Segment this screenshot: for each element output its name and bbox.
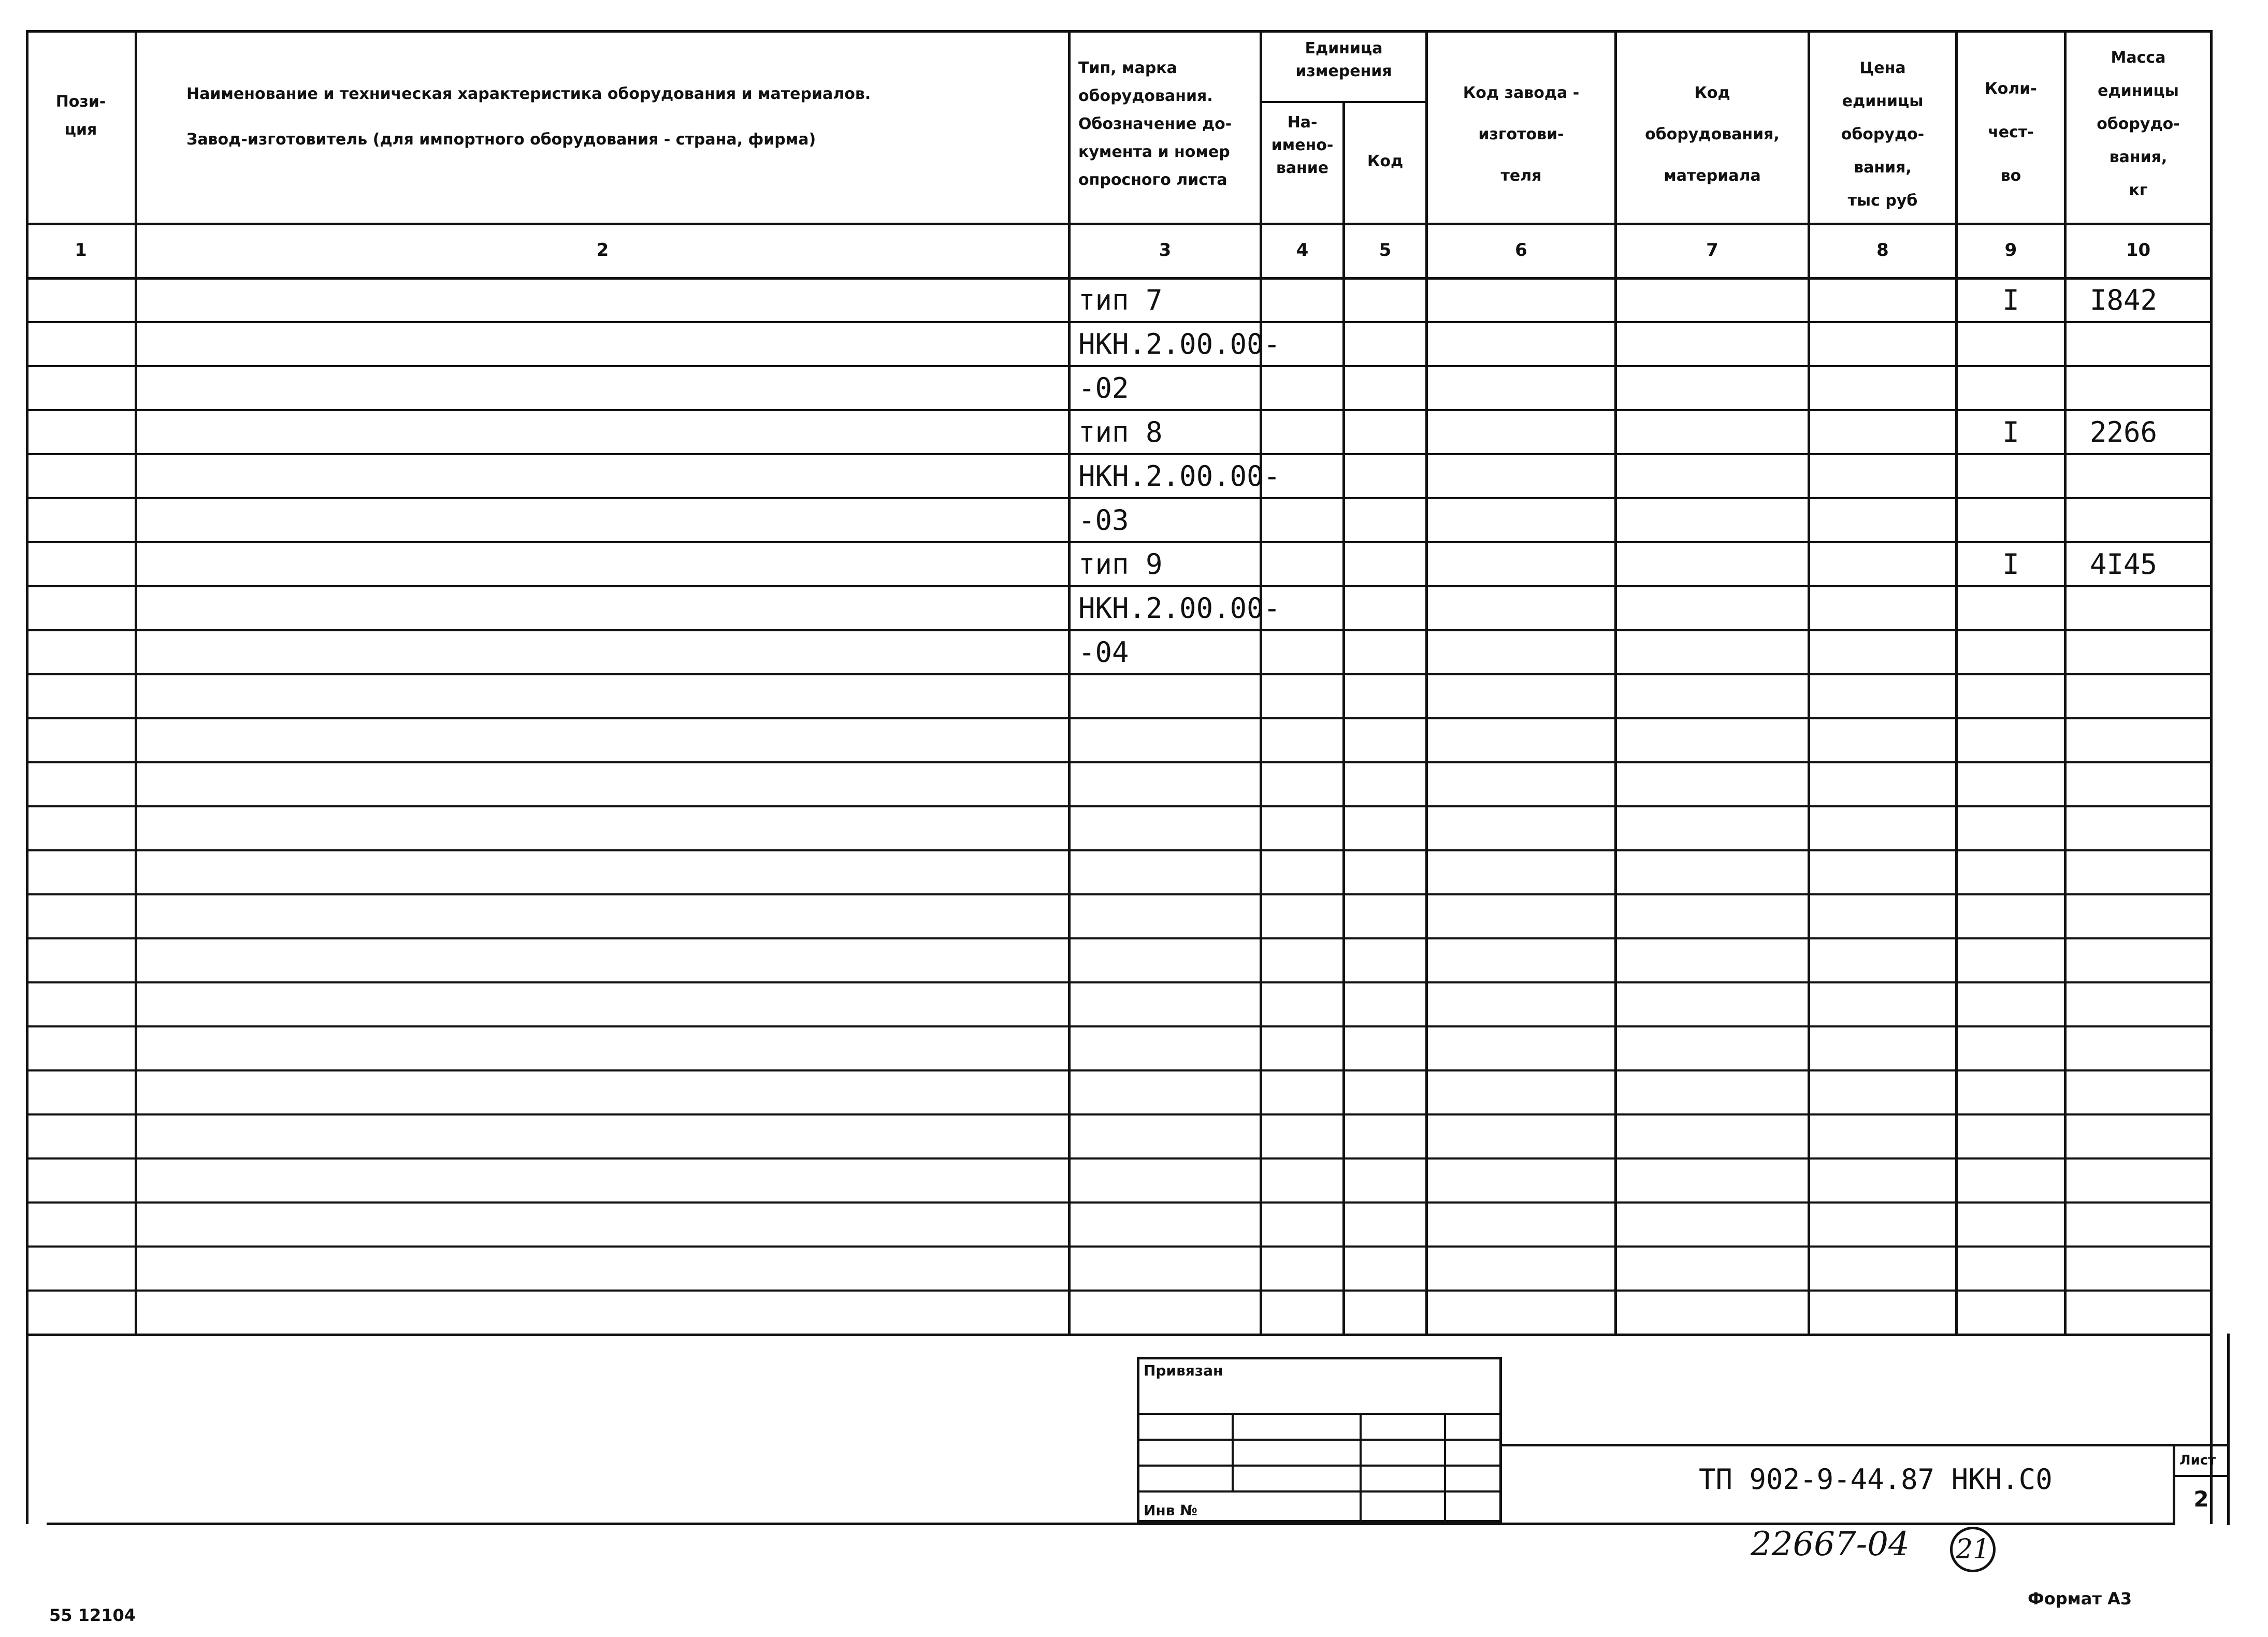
stamp-line (1137, 1413, 1502, 1415)
cell-type-mark: НКН.2.00.00- (1078, 592, 1281, 625)
header-col1 (27, 88, 135, 144)
row-line (26, 981, 2213, 983)
header-col3-line: Обозначение до- (1078, 115, 1232, 133)
header-col2 (186, 80, 871, 154)
cell-type-mark: НКН.2.00.00- (1078, 328, 1281, 360)
header-col7-line: Код (1694, 84, 1730, 102)
header-col10-line: Масса (2111, 49, 2166, 67)
header-col7-line: материала (1664, 167, 1761, 185)
table-bottom-line (26, 1334, 2213, 1336)
cell-mass: I842 (2090, 284, 2158, 316)
stamp-line (1137, 1439, 1502, 1441)
row-line (26, 937, 2213, 939)
column-number: 9 (2004, 240, 2017, 260)
left-code: 55 12104 (49, 1605, 136, 1625)
header-col8-line: Цена (1859, 59, 1906, 77)
circled-number: 21 (1950, 1527, 1996, 1572)
header-col10-line: вания, (2109, 148, 2168, 166)
cell-mass: 2266 (2090, 416, 2158, 448)
header-unit-group-line: Единица (1305, 39, 1383, 57)
header-col7-line: оборудования, (1645, 125, 1780, 143)
column-number: 2 (596, 240, 609, 260)
row-line (26, 761, 2213, 763)
unit-group-divider (1260, 101, 1425, 103)
header-col9-line: чест- (1988, 123, 2034, 141)
column-number: 5 (1379, 240, 1392, 260)
header-col8-line: тыс руб (1847, 192, 1918, 210)
header-col6-line: Код завода - (1463, 84, 1580, 102)
header-col3-line: опросного листа (1078, 171, 1227, 189)
row-line (26, 1025, 2213, 1027)
header-col6-line: теля (1500, 167, 1542, 185)
cell-quantity: I (2002, 416, 2019, 448)
header-col3-line: оборудования. (1078, 87, 1213, 105)
header-col2-line: Наименование и техническая характеристика оборудования и материалов. (186, 85, 871, 103)
cell-type-mark: тип 8 (1078, 416, 1163, 448)
cell-type-mark: -02 (1078, 372, 1129, 404)
header-col2-line: Завод-изготовитель (для импортного оборудования - страна, фирма) (186, 131, 816, 149)
header-col10-line: оборудо- (2097, 115, 2180, 133)
row-line (26, 849, 2213, 851)
frame-inner-right-line (2227, 1334, 2230, 1525)
stamp-line (1137, 1490, 1502, 1493)
stamp-privyazan: Привязан (1144, 1362, 1223, 1379)
cell-type-mark: тип 7 (1078, 284, 1163, 316)
header-col4-line: вание (1276, 159, 1329, 177)
cell-type-mark: тип 9 (1078, 548, 1163, 581)
cell-type-mark: -04 (1078, 636, 1129, 669)
stamp-inv-number: Инв № (1144, 1502, 1197, 1519)
header-col8-line: оборудо- (1841, 125, 1925, 143)
header-col1-line: ция (64, 121, 97, 139)
stamp-line (1444, 1413, 1446, 1523)
column-number: 1 (75, 240, 87, 260)
sheet-label: Лист (2179, 1453, 2216, 1468)
row-line (26, 1157, 2213, 1160)
header-col8 (1810, 52, 1955, 218)
cell-mass: 4I45 (2090, 548, 2158, 581)
header-col8-line: единицы (1842, 92, 1924, 110)
stamp-line (1232, 1413, 1234, 1490)
column-number: 10 (2126, 240, 2151, 260)
document-designation: ТП 902-9-44.87 НКН.С0 (1699, 1463, 2053, 1496)
sheet-number: 2 (2193, 1486, 2209, 1512)
column-number: 3 (1159, 240, 1172, 260)
row-line (26, 1290, 2213, 1292)
sheet-cell-left-line (2173, 1444, 2175, 1524)
header-col5: Код (1367, 152, 1404, 170)
column-number: 6 (1515, 240, 1527, 260)
header-col6-line: изготови- (1478, 125, 1564, 143)
header-col4-line: На- (1287, 113, 1318, 132)
header-col3-line: кумента и номер (1078, 143, 1230, 161)
header-col4-line: имено- (1271, 136, 1334, 154)
header-col8-line: вания, (1854, 158, 1912, 177)
sheet-cell-divider (2173, 1475, 2227, 1477)
frame-right-line (2210, 30, 2213, 1524)
stamp-line (1360, 1413, 1362, 1523)
header-col1-line: Пози- (55, 93, 106, 111)
designation-top-line (1502, 1444, 2227, 1446)
stamp-line (1137, 1465, 1502, 1467)
header-col3-line: Тип, марка (1078, 59, 1177, 77)
row-line (26, 893, 2213, 895)
header-col9-line: Коли- (1985, 80, 2037, 98)
frame-top-line (26, 30, 2213, 33)
header-col3 (1078, 54, 1254, 194)
row-line (26, 1245, 2213, 1248)
column-number: 8 (1876, 240, 1889, 260)
header-col4 (1262, 111, 1342, 180)
cell-type-mark: -03 (1078, 504, 1129, 537)
archive-number: 22667-04 (1751, 1525, 1910, 1563)
header-col7 (1617, 73, 1808, 197)
row-line (26, 1069, 2213, 1071)
cell-quantity: I (2002, 284, 2019, 316)
row-line (26, 805, 2213, 807)
cell-type-mark: НКН.2.00.00- (1078, 460, 1281, 492)
column-number: 4 (1296, 240, 1309, 260)
header-col9 (1958, 67, 2064, 198)
cell-quantity: I (2002, 548, 2019, 581)
header-col10 (2067, 41, 2210, 207)
row-line (26, 717, 2213, 719)
header-col6 (1428, 73, 1614, 197)
header-col9-line: во (2000, 167, 2021, 185)
header-unit-group (1262, 37, 1425, 83)
header-col10-line: кг (2129, 181, 2148, 199)
row-line (26, 1113, 2213, 1116)
header-col10-line: единицы (2098, 82, 2179, 100)
row-line (26, 1201, 2213, 1204)
column-number: 7 (1706, 240, 1718, 260)
header-unit-group-line: измерения (1295, 62, 1392, 80)
format-label: Формат А3 (2028, 1589, 2132, 1609)
